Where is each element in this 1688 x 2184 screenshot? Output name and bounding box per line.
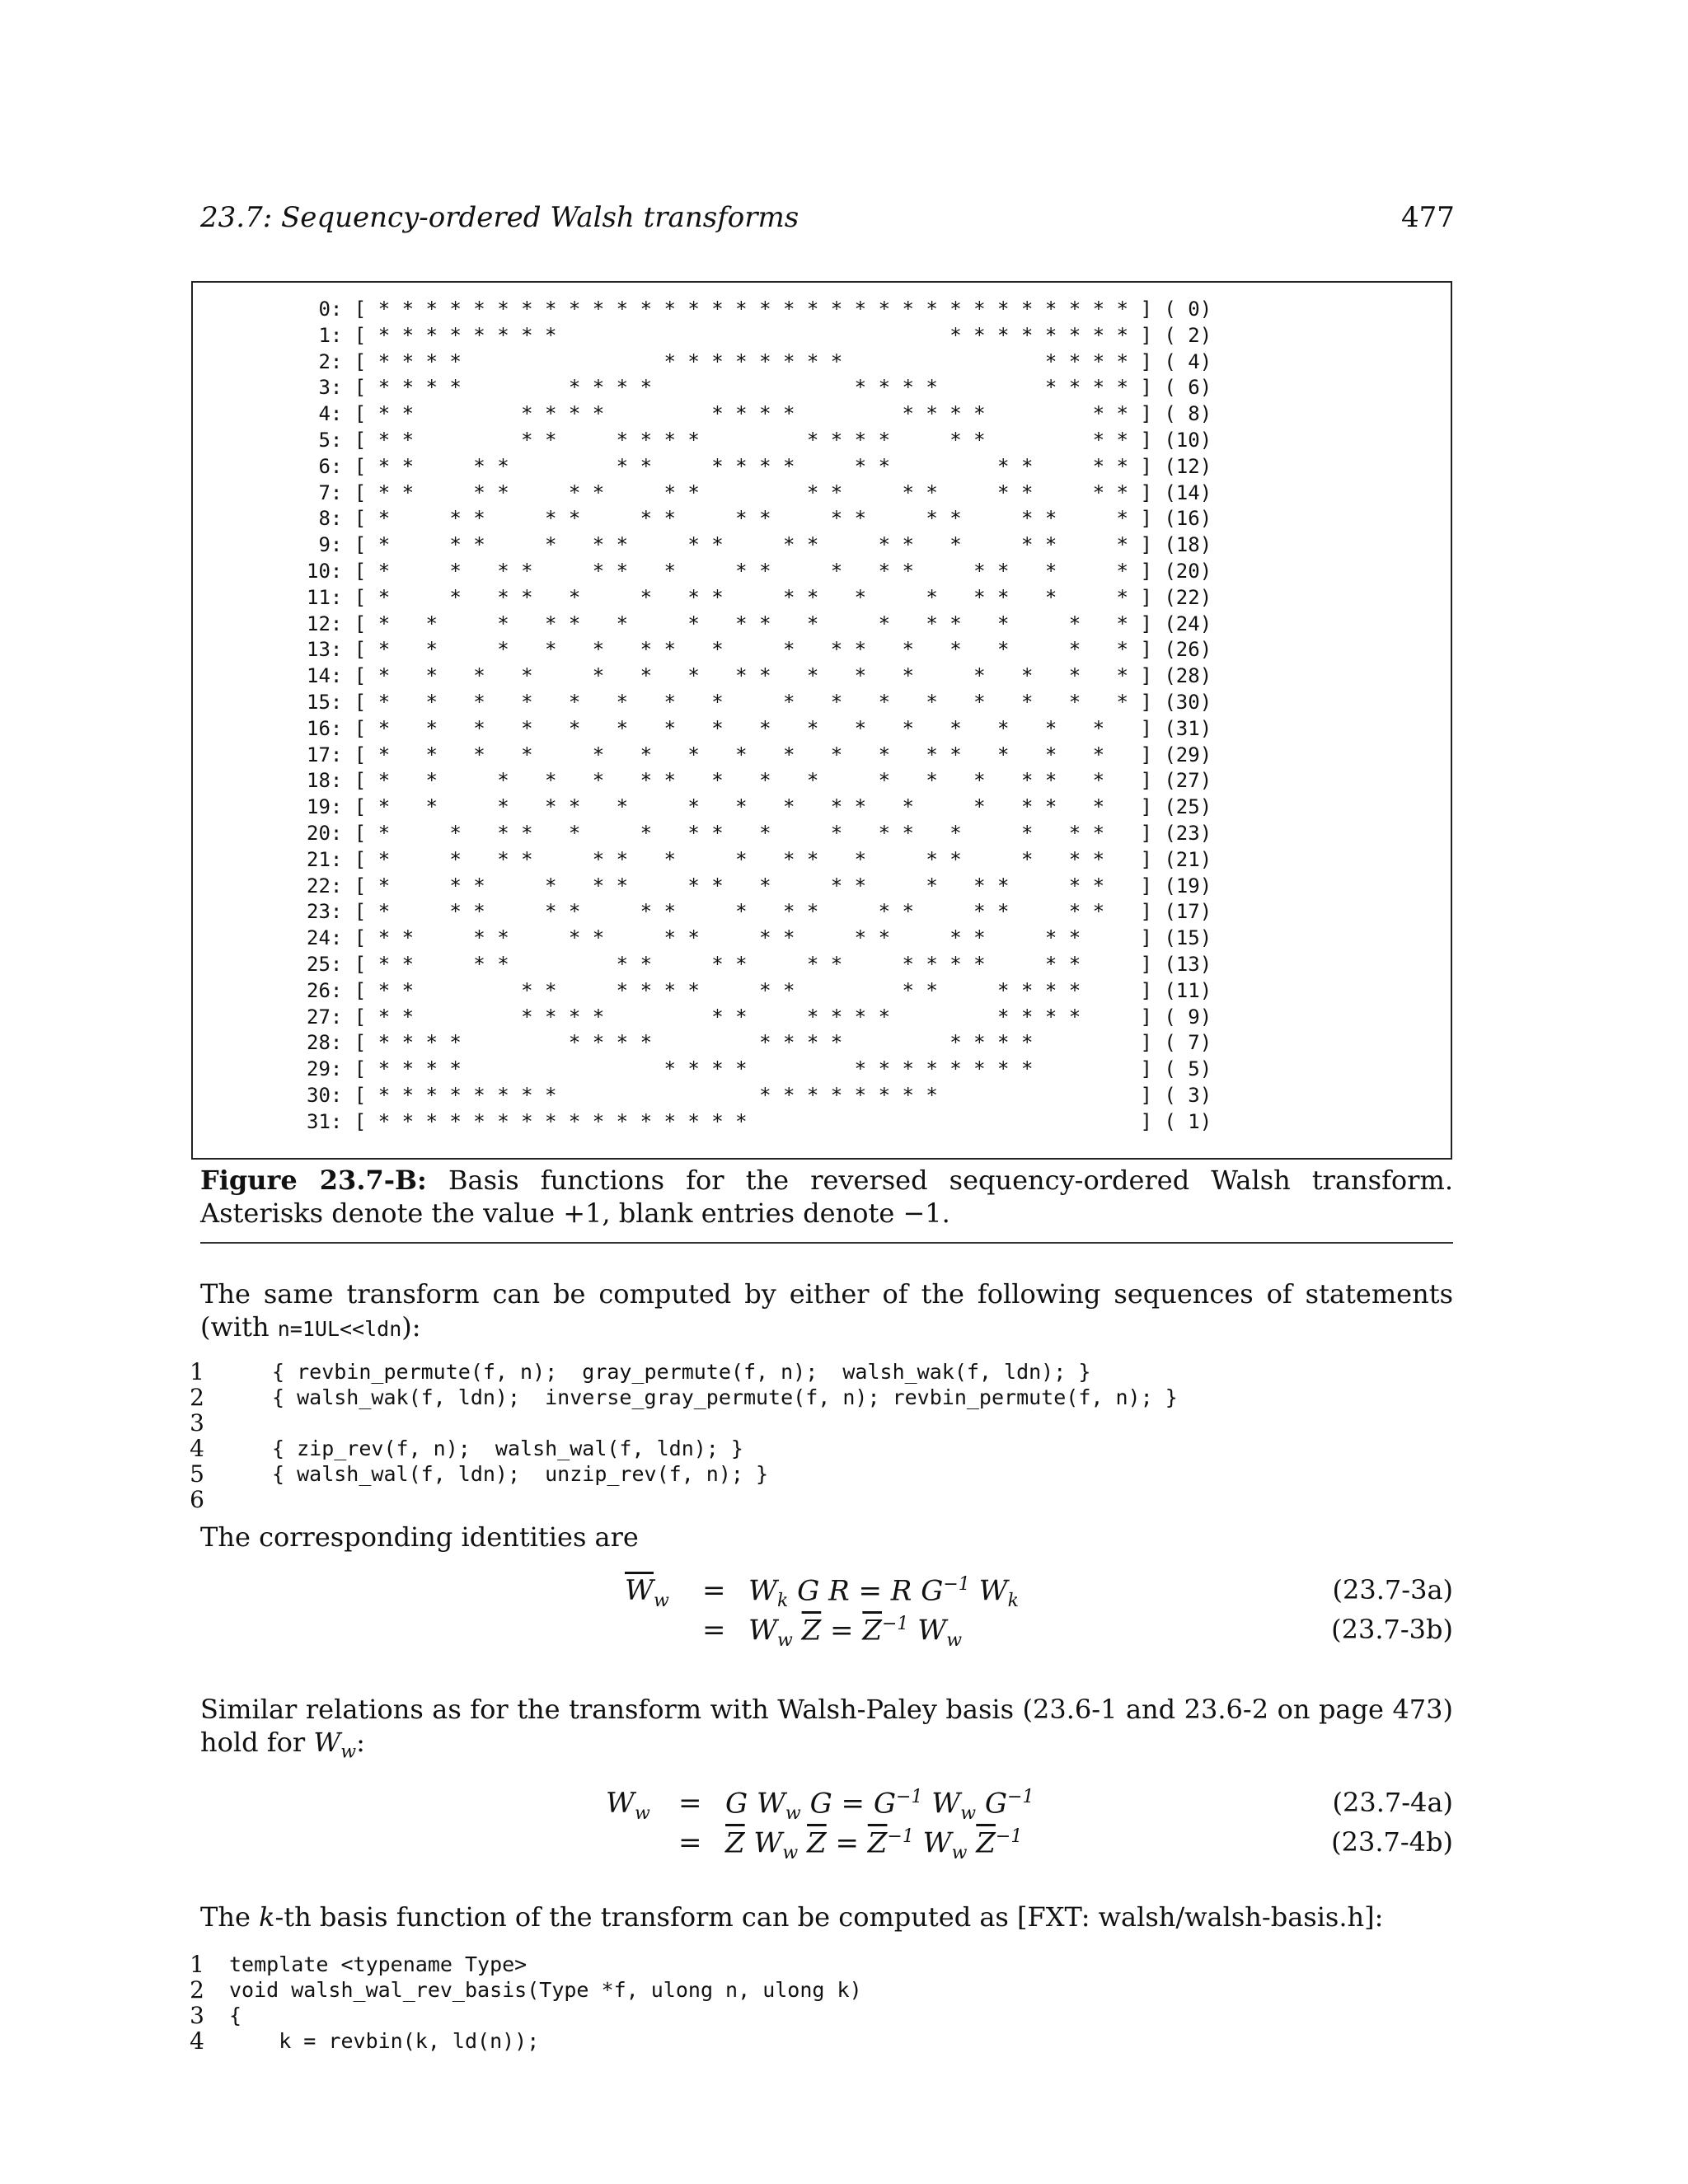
code-text: { walsh_wak(f, ldn); inverse_gray_permute(f, n); revbin_permute(f, n); }	[272, 1385, 1178, 1409]
equation-tag: (23.7-4a)	[1332, 1787, 1453, 1818]
basis-row: 1: [ * * * * * * * * * * * * * * * * ] ( 2)	[307, 323, 1212, 347]
basis-row: 9: [ * * * * * * * * * * * * * * * * ] (18)	[307, 533, 1212, 557]
code-line	[183, 1436, 1178, 1461]
basis-row: 14: [ * * * * * * * * * * * * * * * * ] (28)	[307, 664, 1212, 688]
basis-row: 15: [ * * * * * * * * * * * * * * * * ] (30)	[307, 690, 1212, 714]
paragraph-identities: The corresponding identities are	[200, 1521, 639, 1553]
equation-tag: (23.7-3a)	[1332, 1574, 1453, 1605]
code-line	[183, 1952, 862, 1977]
basis-row: 30: [ * * * * * * * * * * * * * * * * ] ( 3)	[307, 1083, 1212, 1107]
code-line	[183, 1385, 1178, 1410]
basis-row: 23: [ * * * * * * * * * * * * * * * * ] (17)	[307, 900, 1212, 924]
basis-row: 25: [ * * * * * * * * * * * * * * * * ] (13)	[307, 952, 1212, 976]
equals-sign: =	[678, 1787, 702, 1820]
basis-row: 18: [ * * * * * * * * * * * * * * * * ] (27)	[307, 769, 1212, 793]
paragraph-sequences: The same transform can be computed by either of the following sequences of statements (with n=1UL<<ldn):	[200, 1278, 1453, 1343]
basis-row: 20: [ * * * * * * * * * * * * * * * * ] (23)	[307, 821, 1212, 845]
basis-row: 13: [ * * * * * * * * * * * * * * * * ] (26)	[307, 638, 1212, 662]
caption-rule	[200, 1242, 1453, 1244]
paragraph-basis: The k-th basis function of the transform can be computed as [FXT: walsh/walsh-basis.h]:	[200, 1901, 1384, 1933]
basis-row: 11: [ * * * * * * * * * * * * * * * * ] (22)	[307, 585, 1212, 609]
basis-row: 0: [ * * * * * * * * * * * * * * * * * * * * * * * * * * * * * * * * ] ( 0)	[307, 298, 1212, 321]
basis-row: 28: [ * * * * * * * * * * * * * * * * ] ( 7)	[307, 1031, 1212, 1055]
code-line	[183, 2003, 862, 2028]
line-number: 3	[190, 1409, 204, 1436]
equation-rhs: G $W_w$ $G = G^{-1}$ $W_w$ $G^{-1}$	[725, 1787, 1034, 1825]
line-number: 1	[190, 1358, 204, 1385]
running-header: 23.7: Sequency-ordered Walsh transforms	[200, 201, 799, 234]
code-line	[183, 2028, 862, 2054]
basis-row: 8: [ * * * * * * * * * * * * * * * * ] (16)	[307, 507, 1212, 531]
line-number: 4	[190, 2027, 204, 2055]
equals-sign: =	[678, 1826, 702, 1859]
code-line	[183, 1461, 1178, 1487]
basis-row: 31: [ * * * * * * * * * * * * * * * * ] ( 1)	[307, 1109, 1212, 1133]
figure-caption	[200, 1164, 1453, 1230]
figure-label: Figure 23.7-B:	[200, 1165, 427, 1196]
basis-row: 26: [ * * * * * * * * * * * * * * * * ] (11)	[307, 978, 1212, 1002]
basis-row: 24: [ * * * * * * * * * * * * * * * * ] (15)	[307, 926, 1212, 950]
code-line	[183, 1359, 1178, 1385]
line-number: 6	[190, 1486, 204, 1513]
code-text: {	[229, 2004, 242, 2027]
basis-function-table	[307, 297, 1212, 1136]
equation-tag: (23.7-3b)	[1331, 1614, 1453, 1645]
basis-row: 22: [ * * * * * * * * * * * * * * * * ] (19)	[307, 874, 1212, 898]
code-text: { walsh_wal(f, ldn); unzip_rev(f, n); }	[272, 1462, 769, 1486]
basis-row: 7: [ * * * * * * * * * * * * * * * * ] (14)	[307, 480, 1212, 504]
basis-row: 12: [ * * * * * * * * * * * * * * * * ] (24)	[307, 612, 1212, 635]
basis-row: 16: [ * * * * * * * * * * * * * * * * ] (31)	[307, 716, 1212, 740]
basis-row: 21: [ * * * * * * * * * * * * * * * * ] (21)	[307, 847, 1212, 871]
equation-rhs: $W_w$ $\overline{Z} = \overline{Z}^{-1}$ $W_w$	[748, 1614, 963, 1652]
basis-row: 17: [ * * * * * * * * * * * * * * * * ] (29)	[307, 743, 1212, 766]
basis-row: 3: [ * * * * * * * * * * * * * * * * ] ( 6)	[307, 376, 1212, 400]
equation-tag: (23.7-4b)	[1331, 1826, 1453, 1858]
equation-lhs: $\overline{W}_w$	[625, 1574, 669, 1611]
equation-lhs: $W_w$	[606, 1787, 650, 1824]
page-number: 477	[1401, 201, 1455, 234]
equation-rhs: $\overline{Z}$ $W_w$ $\overline{Z} = \overline{Z}^{-1}$ $W_w$ $\overline{Z}^{-1}$	[725, 1826, 1023, 1864]
code-text: { revbin_permute(f, n); gray_permute(f, n); walsh_wak(f, ldn); }	[272, 1360, 1091, 1384]
code-text: { zip_rev(f, n); walsh_wal(f, ldn); }	[272, 1436, 743, 1460]
basis-row: 10: [ * * * * * * * * * * * * * * * * ] (20)	[307, 559, 1212, 583]
code-text: void walsh_wal_rev_basis(Type *f, ulong n, ulong k)	[229, 1978, 862, 2002]
basis-row: 29: [ * * * * * * * * * * * * * * * * ] ( 5)	[307, 1057, 1212, 1081]
code-text: k = revbin(k, ld(n));	[229, 2029, 540, 2053]
line-number: 2	[190, 1976, 204, 2004]
code-line	[183, 1410, 1178, 1436]
basis-row: 6: [ * * * * * * * * * * * * * * * * ] (12)	[307, 454, 1212, 478]
basis-row: 4: [ * * * * * * * * * * * * * * * * ] ( 8)	[307, 402, 1212, 426]
code-listing-basis	[183, 1952, 862, 2054]
basis-row: 5: [ * * * * * * * * * * * * * * * * ] (10)	[307, 428, 1212, 452]
code-line	[183, 1487, 1178, 1512]
paragraph-relations: Similar relations as for the transform with Walsh-Paley basis (23.6-1 and 23.6-2 on page 473) hold for $W_w$:	[200, 1694, 1453, 1763]
line-number: 1	[190, 1951, 204, 1978]
line-number: 2	[190, 1384, 204, 1411]
basis-row: 19: [ * * * * * * * * * * * * * * * * ] (25)	[307, 795, 1212, 819]
equation-rhs: $W_k$ G R = R $G^{-1}$ $W_k$	[748, 1574, 1019, 1612]
line-number: 4	[190, 1435, 204, 1462]
equals-sign: =	[702, 1614, 726, 1647]
inline-code: n=1UL<<ldn	[277, 1317, 402, 1341]
code-listing-statements	[183, 1359, 1178, 1512]
equals-sign: =	[702, 1574, 726, 1607]
line-number: 5	[190, 1460, 204, 1488]
caption-text: Basis functions for the reversed sequency-ordered Walsh transform. Asterisks denote the value +1, blank entries denote −1.	[200, 1165, 1454, 1229]
basis-row: 2: [ * * * * * * * * * * * * * * * * ] ( 4)	[307, 349, 1212, 373]
basis-row: 27: [ * * * * * * * * * * * * * * * * ] ( 9)	[307, 1005, 1212, 1029]
code-line	[183, 1977, 862, 2003]
code-text: template <typename Type>	[229, 1952, 528, 1976]
line-number: 3	[190, 2002, 204, 2029]
